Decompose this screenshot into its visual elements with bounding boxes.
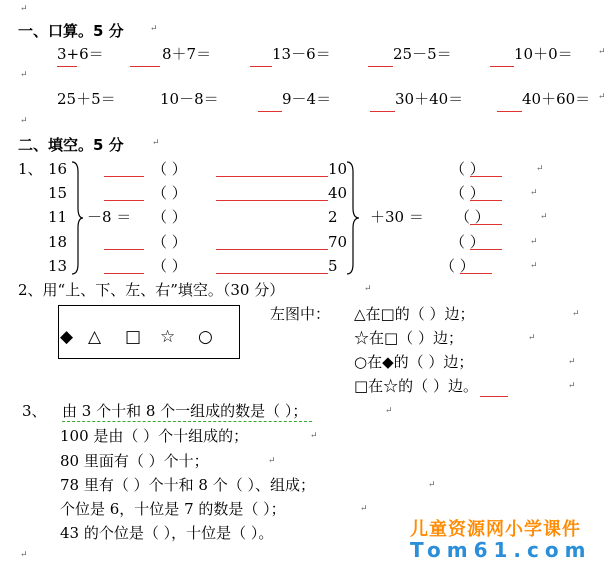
left-number: 16 [48,160,68,178]
paragraph-mark: ↵ [530,188,538,198]
watermark-logo-text: 儿童资源网小学课件 [410,519,581,540]
question-label: 2、用“上、下、左、右”填空。（30 分） [18,281,285,299]
paragraph-mark: ↵ [568,357,576,367]
math-item: 3+6＝ [57,45,104,63]
spell-check-underline [490,66,514,67]
right-number: 2 [328,208,338,226]
paragraph-mark: ↵ [364,284,372,294]
spell-check-underline [216,273,328,274]
section2-title: 二、填空。5 分 [18,136,124,154]
paragraph-mark: ↵ [536,164,544,174]
grammar-underline [62,421,312,422]
left-number: 13 [48,257,68,275]
right-brace [345,160,361,276]
answer-blank[interactable]: （ ） [152,208,187,226]
spell-check-underline [216,176,328,177]
math-item: 25＋5＝ [57,90,116,108]
left-operation: －8 ＝ [87,208,132,226]
fill-in-line: 由 3 个十和 8 个一组成的数是（ ）； [62,402,308,420]
diamond-icon: ◆ [60,327,74,347]
section1-title: 一、口算。5 分 [18,22,124,40]
spell-check-underline [130,66,160,67]
fill-in-line: 个位是 6，十位是 7 的数是（ ）； [60,500,286,518]
right-number: 70 [328,233,348,251]
paragraph-mark: ↵ [310,431,318,441]
spell-check-underline [104,249,144,250]
position-question: ☆在□（ ）边； [354,329,463,347]
fill-in-line: 78 里有（ ）个十和 8 个（ ）、组成； [60,476,315,494]
paragraph-mark: ↵ [20,4,28,14]
circle-icon: ○ [198,327,213,347]
math-item: 30＋40＝ [395,90,464,108]
paragraph-mark: ↵ [598,92,606,102]
spell-check-underline [104,273,144,274]
spell-check-underline [104,176,144,177]
spell-check-underline [57,66,77,67]
answer-blank[interactable]: （ ） [440,257,475,275]
paragraph-mark: ↵ [572,309,580,319]
spell-check-underline [104,200,144,201]
spell-check-underline [470,224,502,225]
fill-in-line: 100 是由（ ）个十组成的； [60,427,249,445]
triangle-icon: △ [88,327,102,347]
paragraph-mark: ↵ [540,212,548,222]
paragraph-mark: ↵ [20,550,28,560]
fill-in-line: 43 的个位是（ ），十位是（ ）。 [60,524,274,542]
right-number: 40 [328,184,348,202]
paragraph-mark: ↵ [530,261,538,271]
answer-blank[interactable]: （ ） [455,208,490,226]
paragraph-mark: ↵ [428,480,436,490]
paragraph-mark: ↵ [385,406,393,416]
spell-check-underline [216,200,328,201]
math-item: 13－6＝ [272,45,331,63]
math-item: 10＋0＝ [514,45,573,63]
paragraph-mark: ↵ [20,116,28,126]
answer-blank[interactable]: （ ） [152,184,187,202]
spell-check-underline [480,396,508,397]
paragraph-mark: ↵ [360,504,368,514]
math-item: 40＋60＝ [522,90,591,108]
math-item: 10－8＝ [160,90,219,108]
right-number: 10 [328,160,348,178]
star-icon: ☆ [160,327,176,347]
answer-blank[interactable]: （ ） [450,233,485,251]
spell-check-underline [460,273,492,274]
position-question: ○在◆的（ ）边； [354,353,474,371]
question-number: 1、 [18,160,43,178]
spell-check-underline [470,249,502,250]
spell-check-underline [258,111,282,112]
position-question: △在□的（ ）边； [354,305,475,323]
square-icon: □ [125,327,142,347]
paragraph-mark: ↵ [20,70,28,80]
right-operation: ＋30 ＝ [370,208,424,226]
paragraph-mark: ↵ [268,456,276,466]
caption: 左图中： [270,305,331,323]
paragraph-mark: ↵ [530,237,538,247]
position-question: □在☆的（ ）边。 [354,377,478,395]
answer-blank[interactable]: （ ） [152,160,187,178]
left-number: 18 [48,233,68,251]
math-item: 25－5＝ [393,45,452,63]
paragraph-mark: ↵ [150,24,158,34]
paragraph-mark: ↵ [152,138,160,148]
paragraph-mark: ↵ [568,381,576,391]
watermark-logo-domain: Tom61.com [410,538,592,562]
spell-check-underline [470,176,502,177]
answer-blank[interactable]: （ ） [450,160,485,178]
spell-check-underline [216,249,328,250]
spell-check-underline [497,111,522,112]
paragraph-mark: ↵ [528,333,536,343]
question-number: 3、 [22,402,47,420]
spell-check-underline [250,66,272,67]
math-item: 8＋7＝ [162,45,212,63]
answer-blank[interactable]: （ ） [152,233,187,251]
spell-check-underline [470,200,502,201]
answer-blank[interactable]: （ ） [152,257,187,275]
left-brace [70,160,84,276]
left-number: 11 [48,208,68,226]
left-number: 15 [48,184,68,202]
math-item: 9－4＝ [282,90,332,108]
right-number: 5 [328,257,338,275]
paragraph-mark: ↵ [598,47,606,57]
answer-blank[interactable]: （ ） [450,184,485,202]
spell-check-underline [368,66,393,67]
fill-in-line: 80 里面有（ ）个十； [60,452,209,470]
spell-check-underline [370,111,395,112]
